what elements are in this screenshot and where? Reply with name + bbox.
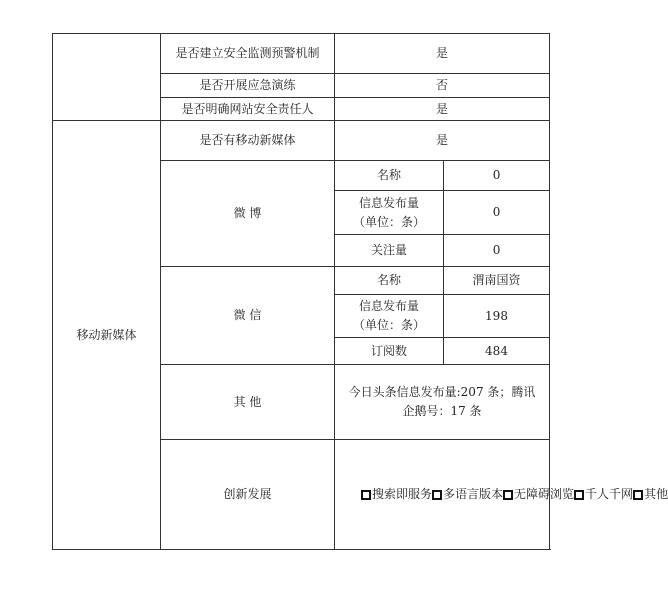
option-search-service[interactable]: 搜索即服务 xyxy=(361,487,432,501)
sub-value: 484 xyxy=(444,338,550,365)
checkbox-icon[interactable] xyxy=(503,490,513,500)
option-personalized[interactable]: 千人千网 xyxy=(574,487,633,501)
row-label: 是否建立安全监测预警机制 xyxy=(161,34,335,74)
table-row xyxy=(53,121,550,161)
row-value: 是 xyxy=(335,34,550,74)
row-value: 是 xyxy=(335,98,550,121)
info-table xyxy=(52,33,668,550)
other-label: 其 他 xyxy=(161,365,335,440)
sub-value: 0 xyxy=(444,161,550,191)
checkbox-icon[interactable] xyxy=(574,490,584,500)
wechat-label: 微 信 xyxy=(161,267,335,365)
option-accessibility[interactable]: 无障碍浏览 xyxy=(503,487,574,501)
blank-cell xyxy=(53,34,161,121)
sub-label: 关注量 xyxy=(335,235,444,267)
innovation-options xyxy=(335,440,668,550)
option-multilanguage[interactable]: 多语言版本 xyxy=(432,487,503,501)
sub-value: 0 xyxy=(444,191,550,235)
row-label: 是否明确网站安全责任人 xyxy=(161,98,335,121)
option-other[interactable]: 其他 xyxy=(633,487,668,501)
sub-label: 名称 xyxy=(335,161,444,191)
checkbox-icon[interactable] xyxy=(432,490,442,500)
row-label: 是否开展应急演练 xyxy=(161,74,335,98)
sub-label: 名称 xyxy=(335,267,444,295)
other-value: 今日头条信息发布量:207 条；腾讯企鹅号：17 条 xyxy=(335,365,550,440)
sub-value: 渭南国资 xyxy=(444,267,550,295)
mobile-section-label: 移动新媒体 xyxy=(53,121,161,550)
sub-label: 信息发布量 （单位：条） xyxy=(335,295,444,338)
checkbox-icon[interactable] xyxy=(361,490,371,500)
checkbox-icon[interactable] xyxy=(633,490,643,500)
row-value: 是 xyxy=(335,121,550,161)
sub-value: 0 xyxy=(444,235,550,267)
sub-label: 订阅数 xyxy=(335,338,444,365)
weibo-label: 微 博 xyxy=(161,161,335,267)
sub-label: 信息发布量 （单位：条） xyxy=(335,191,444,235)
row-label: 是否有移动新媒体 xyxy=(161,121,335,161)
table-row xyxy=(53,34,550,74)
row-value: 否 xyxy=(335,74,550,98)
sub-value: 198 xyxy=(444,295,550,338)
innovation-section-label: 创新发展 xyxy=(161,440,335,550)
